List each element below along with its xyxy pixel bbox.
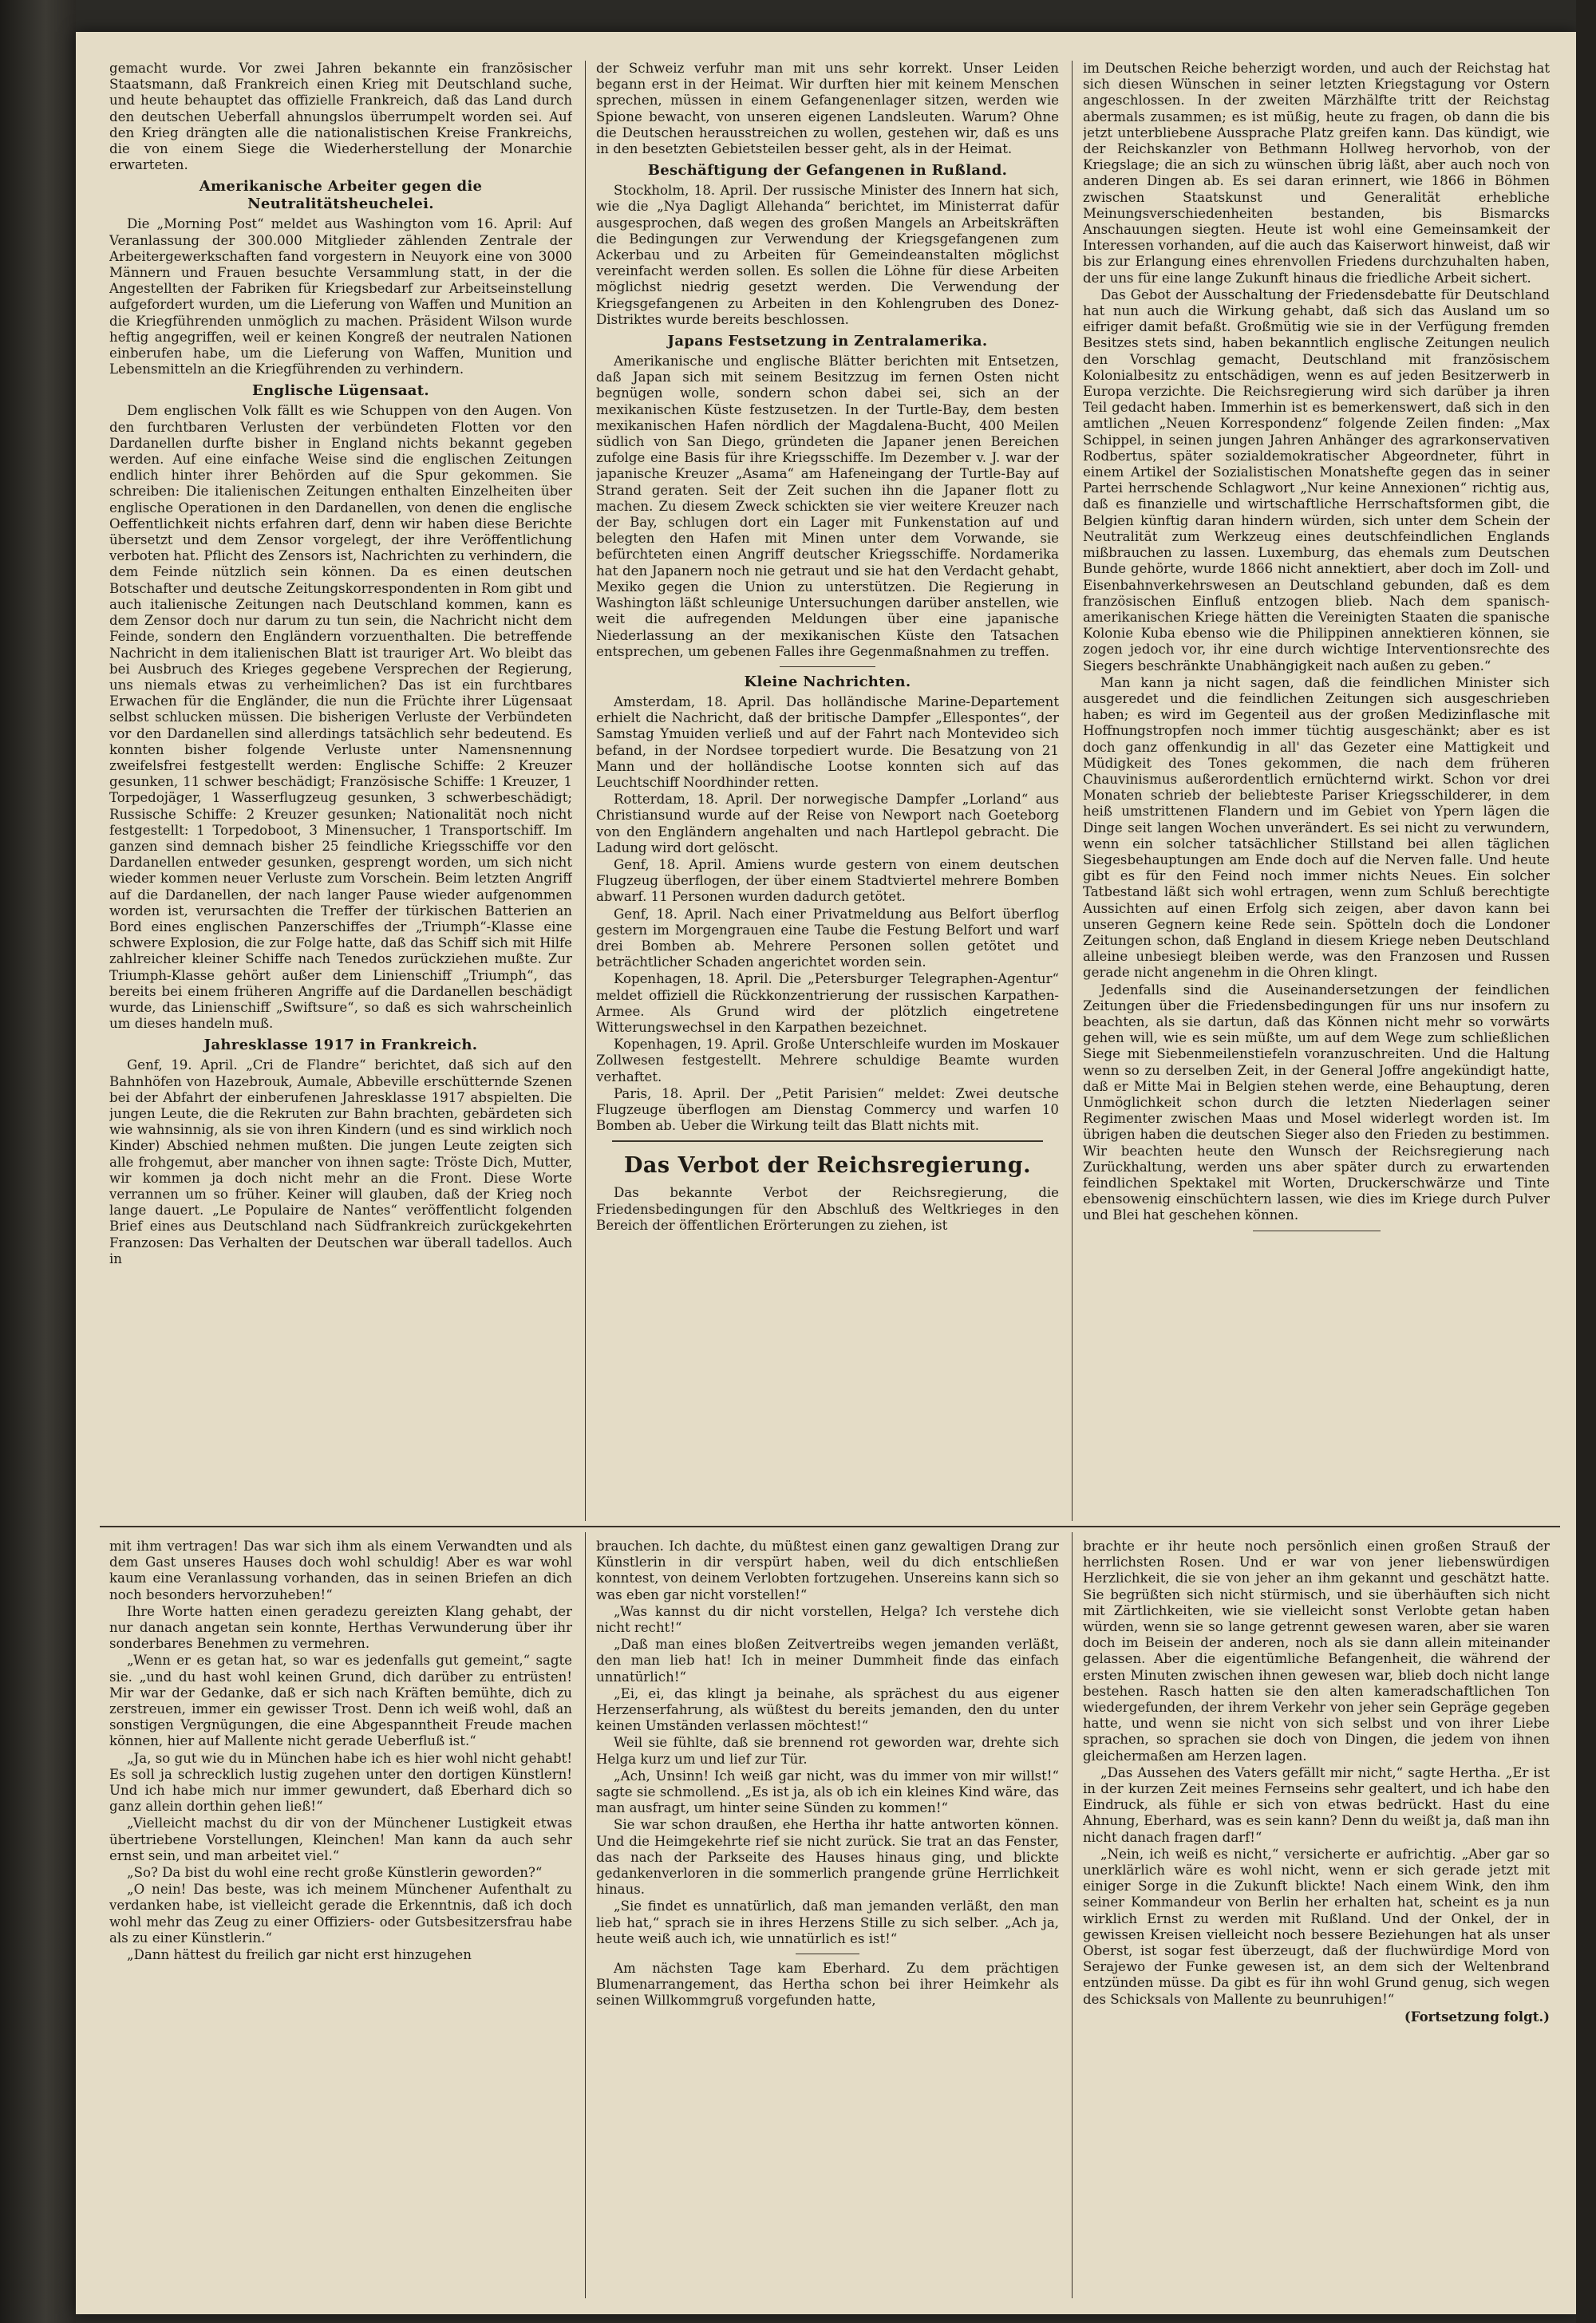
story-paragraph: „Ja, so gut wie du in München habe ich es hier wohl nicht gehabt! Es soll ja schrecklich lustig zugehen unter den dortigen Künstlern! Und ich habe mich nur immer gewundert, daß Eberhard dich so ganz allein dorthin gehen ließ!“ (109, 1750, 572, 1815)
news-column-2 (596, 61, 1059, 1513)
article-japans-festsetzung: Amerikanische und englische Blätter berichten mit Entsetzen, daß Japan sich mit seinem Besitzzug im fernen Osten nicht begnügen wolle, sondern schon dabei sei, sich an der mexikanischen Küste festzusetzen. In der Turtle-Bay, dem besten mexikanischen Hafen nördlich der Magdalena-Bucht, 400 Meilen südlich von San Diego, gründeten die Japaner jenen Bereichen zufolge eine Basis für ihre Kriegsschiffe. Im Dezember v. J. war der japanische Kreuzer „Asama“ am Hafeneingang der Turtle-Bay auf Strand geraten. Seit der Zeit suchen ihn die Japaner flott zu machen. Zu diesem Zweck schickten sie vier weitere Kreuzer nach der Bay, schlugen dort ein Lager mit Funkenstation auf und belegten den Hafen mit Minen unter dem Vorwande, sie befürchteten einen Angriff deutscher Kriegsschiffe. Nordamerika hat den Japanern noch nie getraut und sie hat den Verdacht gehabt, Mexiko gegen die Union zu unterstützen. Die Regierung in Washington läßt schleunige Untersuchungen darüber anstellen, wie weit die aufregenden Meldungen über eine japanische Niederlassung an der mexikanischen Küste den Tatsachen entsprechen, um gebenen Falles ihre Gegenmaßnahmen zu treffen. (596, 354, 1059, 659)
headline-beschaeftigung-gefangene: Beschäftigung der Gefangenen in Rußland. (647, 162, 1008, 180)
story-paragraph: „Vielleicht machst du dir von der Münchener Lustigkeit etwas übertriebene Vorstellungen, Kleinchen! Man kann da auch sehr ernst sein, und man arbeitet viel.“ (109, 1815, 572, 1863)
headline-englische-luegensaat: Englische Lügensaat. (252, 382, 429, 400)
article-continuation: gemacht wurde. Vor zwei Jahren bekannte ein französischer Staatsmann, daß Frankreich einen Krieg mit Deutschland suche, und heute behauptet das offizielle Frankreich, daß das Land durch den deutschen Ueberfall ahnungslos überrumpelt worden sei. Auf den Krieg drängten alle die nationalistischen Kreise Frankreichs, die von einem Siege die Wiederherstellung der Monarchie erwarteten. (109, 61, 572, 173)
feuilleton-column-2 (596, 1539, 1059, 2305)
separator-rule (780, 666, 875, 667)
story-paragraph: „Sie findet es unnatürlich, daß man jemanden verläßt, den man lieb hat,“ sprach sie in ihres Herzens Stille zu sich selber. „Ach ja, heute weiß auch ich, wie unnatürlich es ist!“ (596, 1898, 1059, 1946)
story-paragraph: „Das Aussehen des Vaters gefällt mir nicht,“ sagte Hertha. „Er ist in der kurzen Zeit meines Fernseins sehr gealtert, und ich habe den Eindruck, als fühle er sich von etwas bedrückt. Hast du eine Ahnung, Eberhard, was es sein kann? Denn du weißt ja, daß man ihn nicht danach fragen darf!“ (1083, 1764, 1550, 1845)
book-binding-spine (0, 0, 76, 2323)
story-paragraph: mit ihm vertragen! Das war sich ihm als einem Verwandten und als dem Gast unseres Hauses doch wohl schuldig! Aber es war wohl kaum eine Veranlassung vorhanden, das in seinen Briefen an dich noch besonders hervorzuheben!“ (109, 1539, 572, 1602)
headline-amerikanische-arbeiter: Amerikanische Arbeiter gegen die Neutralitätsheuchelei. (199, 178, 483, 213)
column-rule (585, 1532, 586, 2298)
headline-japans-festsetzung: Japans Festsetzung in Zentralamerika. (667, 333, 988, 350)
news-item-genf-belfort: Genf, 18. April. Nach einer Privatmeldung aus Belfort überflog gestern im Morgengrauen eine Taube die Festung Belfort und warf drei Bomben ab. Mehrere Personen sollen getötet und beträchtlicher Schaden angerichtet worden sein. (596, 906, 1059, 970)
news-column-1 (109, 61, 572, 1513)
binding-edge (1576, 0, 1596, 2323)
story-paragraph: „O nein! Das beste, was ich meinem Münchener Aufenthalt zu verdanken habe, ist vielleicht gerade die Erkenntnis, daß ich doch wohl mehr das Zeug zu einer Offiziers- oder Gutsbesitzersfrau habe als zu einer Künstlerin.“ (109, 1882, 572, 1946)
article-jahresklasse-1917: Genf, 19. April. „Cri de Flandre“ berichtet, daß sich auf den Bahnhöfen von Hazebrouk, Aumale, Abbeville erschütternde Szenen bei der Abfahrt der einberufenen Jahresklasse 1917 abspielten. Die jungen Leute, die die Rekruten zur Bahn brachten, gebärdeten sich wie wahnsinnig, als sie von ihren Kindern (und es sind wirklich noch Kinder) Abschied nehmen mußten. Die jungen Leute zeigten sich alle frohgemut, aber mancher von ihnen sagte: Tröste Dich, Mutter, wir kommen ja doch nicht mehr an die Front. Diese Worte verrannen um so früher. Keiner will glauben, daß der Krieg noch lange dauert. „Le Populaire de Nantes“ veröffentlicht folgenden Brief eines aus Deutschland nach Südfrankreich zurückgekehrten Franzosen: Das Verhalten der Deutschen war überall tadellos. Auch in (109, 1057, 572, 1266)
story-paragraph: „Nein, ich weiß es nicht,“ versicherte er aufrichtig. „Aber gar so unerklärlich wäre es wohl nicht, wenn er sich gerade jetzt mit einiger Sorge in die Zukunft blickte! Nach einem Wink, den ihm seiner Kommandeur von Berlin her erhalten hat, scheint es ja nun wirklich Ernst zu werden mit Rußland. Und der Onkel, der in gewissen Kreisen vielleicht noch bessere Beziehungen hat als unser Oberst, ist sogar fest überzeugt, daß der fluchwürdige Mord von Serajewo der Funke gewesen ist, an dem sich der Weltenbrand entzünden müsse. Da gibt es für ihn wohl Grund genug, sich wegen des Schicksals von Mallente zu beunruhigen!“ (1083, 1846, 1550, 2007)
story-paragraph: „Dann hättest du freilich gar nicht erst hinzugehen (127, 1947, 472, 1963)
article-continuation: im Deutschen Reiche beherzigt worden, und auch der Reichstag hat sich diesen Wünschen in seiner letzten Kriegstagung vor Ostern angeschlossen. In der zweiten Märzhälfte tritt der Reichstag abermals zusammen; es ist müßig, heute zu fragen, ob dann die bis jetzt unterbliebene Aussprache Platz greifen kann. Das kündigt, wie der Reichskanzler von Bethmann Hollweg hervorhob, von der Kriegslage; die an sich zu wünschen übrig läßt, aber auch noch von anderen Dingen ab. Es sei daran erinnert, wie 1866 in Böhmen zwischen Staatskunst und Generalität erhebliche Meinungsverschiedenheiten bestanden, bis Bismarcks Anschauungen siegten. Heute ist wohl eine Gemeinsamkeit der Interessen vorhanden, auf die auch das Kaiserwort hinweist, daß wir bis zur Erlangung eines ehrenvollen Friedens durchzuhalten haben, der uns für eine lange Zukunft hinaus die friedliche Arbeit sichert. (1083, 61, 1550, 286)
headline-verbot-reichsregierung: Das Verbot der Reichsregierung. (624, 1153, 1031, 1179)
story-paragraph: „Daß man eines bloßen Zeitvertreibs wegen jemanden verläßt, den man lieb hat! Ich in meiner Dummheit finde das einfach unnatürlich!“ (596, 1637, 1059, 1685)
story-paragraph: „Ei, ei, das klingt ja beinahe, als sprächest du aus eigener Herzenserfahrung, als wüßtest du bereits jemanden, den du unter keinen Umständen verlassen möchtest!“ (596, 1685, 1059, 1734)
column-rule (585, 61, 586, 1521)
story-paragraph: brauchen. Ich dachte, du müßtest einen ganz gewaltigen Drang zur Künstlerin in dir verspürt haben, weil du dich entschließen konntest, von deinem Verlobten fortzugehen. Unsereins kann sich so was eben gar nicht vorstellen!“ (596, 1539, 1059, 1602)
feuilleton-column-1 (109, 1539, 572, 2305)
feuilleton-column-3 (1083, 1539, 1550, 2305)
story-paragraph: „Was kannst du dir nicht vorstellen, Helga? Ich verstehe dich nicht recht!“ (596, 1603, 1059, 1636)
article-paragraph: Das Gebot der Ausschaltung der Friedensdebatte für Deutschland hat nun auch die Wirkung gehabt, daß sich das Ausland um so eifriger damit befaßt. Großmütig wie sie in der Verfügung fremden Besitzes stets sind, haben bekanntlich englische Zeitungen neulich den Vorschlag gemacht, Deutschland mit französischem Kolonialbesitz zu entschädigen, wenn es auf jeden Besitzerwerb in Europa verzichte. Die Reichsregierung wird sich darüber ja ihren Teil gedacht haben. Immerhin ist es bemerkenswert, daß sich in den amtlichen „Neuen Korrespondenz“ folgende Zeilen finden: „Max Schippel, in seinen jungen Jahren Anhänger des agrarkonservativen Rodbertus, später sozialdemokratischer Abgeordneter, führt in einem Artikel der Sozialistischen Monatshefte gegen das in seiner Partei herrschende Schlagwort „Nur keine Annexionen“ richtig aus, daß es finanzielle und wirtschaftliche Herrschaftsformen gibt, die Belgien künftig daran hindern würden, sich unter dem Schein der Neutralität zum Werkzeug eines deutschfeindlichen Englands mißbrauchen zu lassen. Luxemburg, das ehemals zum Deutschen Bunde gehörte, wurde 1866 nicht annektiert, aber doch im Zoll- und Eisenbahnverkehrswesen an Deutschland gebunden, daß es dem französischen Einfluß entzogen blieb. Nach dem spanisch-amerikanischen Kriege hätten die Vereinigten Staaten die spanische Kolonie Kuba ebenso wie die Philippinen annektieren können, sie zogen jedoch vor, ihr eine durch wichtige Interventionsrechte des Siegers beschränkte Unabhängigkeit nach außen zu geben.“ (1083, 286, 1550, 674)
article-paragraph: Man kann ja nicht sagen, daß die feindlichen Minister sich ausgeredet und die feindlichen Zeitungen sich ausgeschrieben haben; es wird im Gegenteil aus der großen Medizinflasche mit Hoffnungstropfen noch immer tüchtig ausgeschänkt; aber es ist doch ganz offenkundig in all' das Gezeter eine Mattigkeit und Müdigkeit des Tones gekommen, die nach dem früheren Chauvinismus außerordentlich ernüchternd wirkt. Schon vor drei Monaten schrieb der beliebteste Pariser Kriegsschilderer, in dem heiß umstrittenen Flandern und im Gebiet von Ypern lägen die Dinge seit langen Wochen unverändert. Es sei nicht zu verwundern, wenn ein solcher tatsächlicher Stillstand bei allen täglichen Siegesbehauptungen am Ende doch auf die Nerven falle. Und heute gibt es für den Feind noch immer nichts Neues. Ein solcher Tatbestand läßt sich wohl ertragen, wenn zum Schluß berechtigte Aussichten auf einen Erfolg sich zeigen, aber davon kann bei unseren Gegnern keine Rede sein. Spötteln doch die Londoner Zeitungen schon, daß England in diesem Kriege neben Deutschland alleine unbesiegt bleiben werde, was den Franzosen und Russen gerade nicht angenehm in die Ohren klingt. (1083, 674, 1550, 981)
column-rule (1072, 61, 1073, 1521)
article-beschaeftigung-gefangene: Stockholm, 18. April. Der russische Minister des Innern hat sich, wie die „Nya Dagligt Allehanda“ berichtet, im Ministerrat dafür ausgesprochen, daß wegen des großen Mangels an Arbeitskräften die Bedingungen zur Verwendung der Kriegsgefangenen zum Ackerbau und zu Arbeiten für Gemeindeanstalten möglichst vereinfacht werden sollen. Es sollen die Löhne für diese Arbeiten möglichst niedrig gesetzt werden. Die Verwendung der Kriegsgefangenen zu Arbeiten in den Kohlengruben des Donez-Distriktes wurde bereits beschlossen. (596, 183, 1059, 327)
story-paragraph: Ihre Worte hatten einen geradezu gereizten Klang gehabt, der nur danach angetan sein konnte, Herthas Verwunderung über ihr sonderbares Benehmen zu vermehren. (109, 1603, 572, 1652)
article-amerikanische-arbeiter: Die „Morning Post“ meldet aus Washington vom 16. April: Auf Veranlassung der 300.000 Mitglieder zählenden Zentrale der Arbeitergewerkschaften fand vorgestern in Neuyork eine von 3000 Männern und Frauen besuchte Versammlung statt, in der die Angestellten der Fabriken für Kriegsbedarf zur Arbeitseinstellung aufgefordert wurden, um die Lieferung von Waffen und Munition an die Kriegführenden unmöglich zu machen. Präsident Wilson wurde heftig angegriffen, weil er keinen Kongreß der neutralen Nationen einberufen habe, um die Lieferung von Waffen, Munition und Lebensmitteln an die Kriegführenden zu verhindern. (109, 216, 572, 377)
separator-rule (612, 1140, 1043, 1142)
news-column-3 (1083, 61, 1550, 1513)
news-item-genf-amiens: Genf, 18. April. Amiens wurde gestern von einem deutschen Flugzeug überflogen, der über einem Stadtviertel mehrere Bomben abwarf. 11 Personen wurden dadurch getötet. (596, 856, 1059, 905)
news-item-kopenhagen-2: Kopenhagen, 19. April. Große Unterschleife wurden im Moskauer Zollwesen festgestellt. Mehrere schuldige Beamte wurden verhaftet. (596, 1037, 1059, 1084)
story-paragraph: „So? Da bist du wohl eine recht große Künstlerin geworden?“ (127, 1865, 543, 1881)
headline-kleine-nachrichten: Kleine Nachrichten. (744, 673, 911, 690)
story-paragraph: brachte er ihr heute noch persönlich einen großen Strauß der herrlichsten Rosen. Und er war von jener liebenswürdigen Herzlichkeit, die sie von jeher an ihm gekannt und geschätzt hatte. Sie begrüßten sich nicht stürmisch, und sie überhäuften sich nicht mit Zärtlichkeiten, wie sie vielleicht sonst Verlobte getan haben würden, wenn sie so lange getrennt gewesen waren, aber sie waren doch im Beisein der anderen, noch als sie dann allein miteinander gelassen. Aber die eigentümliche Befangenheit, die während der ersten Minuten zwischen ihnen gewesen war, blieb doch nicht lange bestehen. Rasch hatten sie den alten kameradschaftlichen Ton wiedergefunden, der ihrem Verkehr von jeher sein Gepräge gegeben hatte, und wenn sie nicht von sich selbst und von ihrer Liebe sprachen, so sprachen sie doch von Dingen, die jedem von ihnen gleichermaßen am Herzen lagen. (1083, 1539, 1550, 1764)
story-paragraph: Weil sie fühlte, daß sie brennend rot geworden war, drehte sich Helga kurz um und lief zur Tür. (596, 1735, 1059, 1767)
story-paragraph: Sie war schon draußen, ehe Hertha ihr hatte antworten können. Und die Heimgekehrte rief sie nicht zurück. Sie trat an das Fenster, das nach der Parkseite des Hauses hinaus ging, und blickte gedankenverloren in die sommerlich prangende grüne Herrlichkeit hinaus. (596, 1817, 1059, 1898)
story-paragraph: „Wenn er es getan hat, so war es jedenfalls gut gemeint,“ sagte sie. „und du hast wohl keinen Grund, dich darüber zu entrüsten! Mir war der Gedanke, daß er sich nach Kräften bemühte, dich zu zerstreuen, immer ein gewisser Trost. Denn ich weiß wohl, daß an sonstigen Vergnügungen, die eine Abgespanntheit Freude machen können, hier auf Mallente nicht gerade Ueberfluß ist.“ (109, 1653, 572, 1749)
article-verbot-reichsregierung: Das bekannte Verbot der Reichsregierung, die Friedensbedingungen für den Abschluß des Weltkrieges in den Bereich der öffentlichen Erörterungen zu ziehen, ist (596, 1185, 1059, 1233)
to-be-continued-note: (Fortsetzung folgt.) (1404, 2008, 1550, 2025)
news-item-rotterdam: Rotterdam, 18. April. Der norwegische Dampfer „Lorland“ aus Christiansund wurde auf der Reise von Newport nach Goeteborg von den Engländern angehalten und nach Hartlepol gebracht. Die Ladung wird dort gelöscht. (596, 792, 1059, 855)
article-continuation: der Schweiz verfuhr man mit uns sehr korrekt. Unser Leiden begann erst in der Heimat. Wir durften hier mit keinem Menschen sprechen, müssen in einem Gefangenenlager sitzen, werden wie Spione bewacht, von unseren eigenen Landsleuten. Warum? Ohne die Deutschen herausstreichen zu wollen, gestehen wir, daß es uns in den besetzten Gebietsteilen besser geht, als in der Heimat. (596, 61, 1059, 157)
headline-jahresklasse-1917: Jahresklasse 1917 in Frankreich. (203, 1037, 478, 1054)
column-rule (1072, 1532, 1073, 2298)
newspaper-page (76, 32, 1576, 2314)
feuilleton-divider (100, 1526, 1560, 1527)
story-paragraph: „Ach, Unsinn! Ich weiß gar nicht, was du immer von mir willst!“ sagte sie schmollend. „Es ist ja, als ob ich ein kleines Kind wäre, das man ausfragt, um hinter seine Sünden zu kommen!“ (596, 1768, 1059, 1816)
news-item-kopenhagen-1: Kopenhagen, 18. April. Die „Petersburger Telegraphen-Agentur“ meldet offiziell die Rückkonzentrierung der russischen Karpathen-Armee. Als Grund wird der plötzlich eingetretene Witterungswechsel in den Karpathen bezeichnet. (596, 971, 1059, 1035)
article-englische-luegensaat: Dem englischen Volk fällt es wie Schuppen von den Augen. Von den furchtbaren Verlusten der verbündeten Flotten vor den Dardanellen durfte bisher in England nichts bekannt gegeben werden. Auf eine einfache Weise sind die englischen Zeitungen endlich hinter ihrer Behörden auf die Spur gekommen. Sie schreiben: Die italienischen Zeitungen enthalten Einzelheiten über englische Operationen in den Dardanellen, von denen die englische Oeffentlichkeit nichts erfahren darf, denn wir haben diese Berichte übersetzt und dem Zensor vorgelegt, der ihre Veröffentlichung verboten hat. Pflicht des Zensors ist, Nachrichten zu verhindern, die dem Feinde nützlich sein können. Da es einen deutschen Botschafter und deutsche Zeitungskorrespondenten in Rom gibt und auch italienische Zeitungen nach Deutschland kommen, kann es dem Zensor doch nur darum zu tun sein, die Nachricht nicht dem Feinde, sondern den Engländern vorzuenthalten. Die betreffende Nachricht in dem italienischen Blatt ist trauriger Art. Wo bleibt das bei Ausbruch des Krieges gegebene Versprechen der Regierung, uns niemals etwas zu verheimlichen? Das ist ein furchtbares Erwachen für die Engländer, die nun die Früchte ihrer Lügensaat selbst schlucken müssen. Die bisherigen Verluste der Verbündeten vor den Dardanellen sind allerdings tatsächlich sehr bedeutend. Es konnten bisher folgende Verluste unter Namensnennung zweifelsfrei festgestellt werden: Englische Schiffe: 2 Kreuzer gesunken, 11 schwer beschädigt; Französische Schiffe: 1 Kreuzer, 1 Torpedojäger, 1 Wasserflugzeug gesunken, 3 schwerbeschädigt; Russische Schiffe: 2 Kreuzer gesunken; Nationalität noch nicht festgestellt: 1 Torpedoboot, 3 Minensucher, 1 Transportschiff. Im ganzen sind demnach bisher 25 feindliche Kriegsschiffe vor den Dardanellen entweder gesunken, gesprengt worden, um sich nicht wieder kommen neuer Verluste zum Vorschein. Beim letzten Angriff auf die Dardanellen, der nach langer Pause wieder aufgenommen worden ist, verursachten die Treffer der türkischen Batterien an Bord eines englischen Panzerschiffes der „Triumph“-Klasse eine schwere Explosion, die zur Folge hatte, daß das Schiff sich mit Hilfe zahlreicher kleiner Schiffe nach Tenedos zurückziehen mußte. Zur Triumph-Klasse gehört außer dem Linienschiff „Triumph“, das bereits bei einem früheren Angriffe auf die Dardanellen beschädigt wurde, das Linienschiff „Swiftsure“, so daß es sich wahrscheinlich um dieses handeln muß. (109, 403, 572, 1032)
story-paragraph: Am nächsten Tage kam Eberhard. Zu dem prächtigen Blumenarrangement, das Hertha schon bei ihrer Heimkehr als seinen Willkommgruß vorgefunden hatte, (596, 1961, 1059, 2009)
news-item-amsterdam: Amsterdam, 18. April. Das holländische Marine-Departement erhielt die Nachricht, daß der britische Dampfer „Ellespontes“, der Samstag Ymuiden verließ und auf der Fahrt nach Montevideo sich befand, in der Nordsee torpediert wurde. Die Besatzung von 21 Mann und der holländische Lootse konnten sich auf das Leuchtschiff Noordhinder retten. (596, 693, 1059, 790)
news-item-paris: Paris, 18. April. Der „Petit Parisien“ meldet: Zwei deutsche Flugzeuge überflogen am Dienstag Commercy und warfen 10 Bomben ab. Ueber die Wirkung teilt das Blatt nichts mit. (596, 1085, 1059, 1134)
article-paragraph: Jedenfalls sind die Auseinandersetzungen der feindlichen Zeitungen über die Friedensbedingungen für uns nur insofern zu beachten, als sie dartun, daß das Können nicht mehr so vorwärts gehen will, wie es sein müßte, um auf dem Wege zum schließlichen Siege mit Siebenmeilenstiefeln voranzuschreiten. Und die Haltung wenn so zu derselben Zeit, in der General Joffre angekündigt hatte, daß er Mitte Mai in Belgien stehen werde, eine Behauptung, deren Unmöglichkeit schon durch die letzten Niederlagen seiner Regimenter zwischen Maas und Mosel widerlegt worden ist. Im übrigen haben die deutschen Sieger also den Frieden zu bestimmen. Wir beachten heute den Wunsch der Reichsregierung nach Zurückhaltung, werden uns aber später durch zu erwartenden feindlichen Spektakel mit Worten, Druckerschwärze und Tinte ebensowenig einschüchtern lassen, wie dies im Kriege durch Pulver und Blei hat geschehen können. (1083, 982, 1550, 1223)
